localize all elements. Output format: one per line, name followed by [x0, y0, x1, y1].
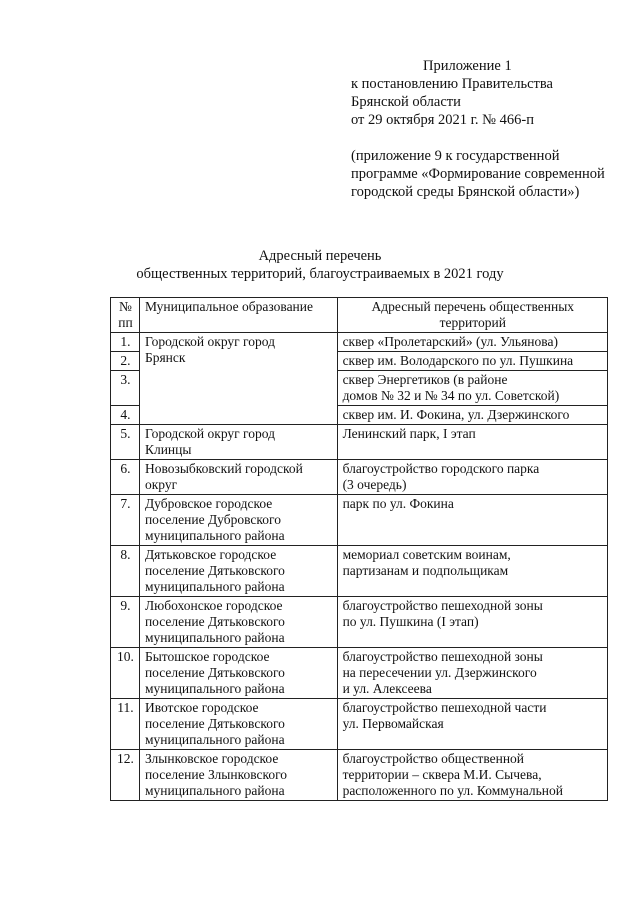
address-line: благоустройство городского парка: [342, 461, 540, 476]
municipality-cell: [139, 699, 337, 750]
address-cell: [337, 699, 607, 750]
address-line: благоустройство общественной: [342, 751, 525, 766]
header-text: территорий: [439, 315, 506, 330]
table-row: [111, 333, 608, 352]
municipality-line: поселение Дятьковского: [144, 716, 285, 731]
table-row: [111, 495, 608, 546]
address-line: расположенного по ул. Коммунальной: [342, 783, 563, 798]
municipality-line: Любохонское городское: [144, 598, 283, 613]
municipality-line: поселение Дятьковского: [144, 614, 285, 629]
municipality-line: муниципального района: [144, 681, 285, 696]
row-number: 10.: [111, 648, 140, 699]
address-cell: [337, 425, 607, 460]
address-line: парк по ул. Фокина: [342, 496, 454, 511]
municipality-line: муниципального района: [144, 630, 285, 645]
table-row: [111, 699, 608, 750]
address-cell: [337, 352, 607, 371]
row-number: 11.: [111, 699, 140, 750]
row-number: 6.: [111, 460, 140, 495]
municipality-line: Новозыбковский городской: [144, 461, 303, 476]
municipality-line: Злынковское городское: [144, 751, 279, 766]
table-row: [111, 460, 608, 495]
municipality-line: Брянск: [144, 350, 186, 365]
address-cell: [337, 750, 607, 801]
address-cell: [337, 495, 607, 546]
table-row: [111, 597, 608, 648]
address-line: сквер им. И. Фокина, ул. Дзержинского: [342, 407, 570, 422]
row-number: 9.: [111, 597, 140, 648]
title-line-1: Адресный перечень: [258, 248, 382, 264]
header-text: Муниципальное образование: [144, 299, 313, 314]
header-line: к постановлению Правительства: [351, 76, 553, 92]
municipality-line: поселение Дубровского: [144, 512, 281, 527]
municipality-line: муниципального района: [144, 528, 285, 543]
row-number: 4.: [111, 406, 140, 425]
address-line: ул. Первомайская: [342, 716, 444, 731]
title-line-2: общественных территорий, благоустраиваемых в 2021 году: [136, 266, 504, 282]
address-cell: [337, 546, 607, 597]
header-line: от 29 октября 2021 г. № 466-п: [351, 112, 534, 128]
appendix-header: [351, 57, 611, 201]
table-row: [111, 546, 608, 597]
municipality-line: муниципального района: [144, 579, 285, 594]
municipality-cell: [139, 460, 337, 495]
address-line: на пересечении ул. Дзержинского: [342, 665, 537, 680]
municipality-cell: [139, 546, 337, 597]
header-line: Брянской области: [351, 94, 461, 110]
row-number: 7.: [111, 495, 140, 546]
address-line: сквер им. Володарского по ул. Пушкина: [342, 353, 574, 368]
municipality-cell: [139, 425, 337, 460]
header-address: [337, 298, 607, 333]
address-line: сквер «Пролетарский» (ул. Ульянова): [342, 334, 558, 349]
address-line: мемориал советским воинам,: [342, 547, 511, 562]
municipality-line: муниципального района: [144, 732, 285, 747]
municipality-line: Городской округ город: [144, 334, 275, 349]
table-header-row: [111, 298, 608, 333]
header-line: (приложение 9 к государственной: [351, 148, 560, 164]
address-line: и ул. Алексеева: [342, 681, 432, 696]
address-cell: [337, 371, 607, 406]
address-cell: [337, 460, 607, 495]
address-line: благоустройство пешеходной зоны: [342, 598, 543, 613]
table-row: [111, 648, 608, 699]
address-line: территории – сквера М.И. Сычева,: [342, 767, 542, 782]
row-number: 2.: [111, 352, 140, 371]
municipality-line: округ: [144, 477, 178, 492]
address-line: по ул. Пушкина (I этап): [342, 614, 479, 629]
row-number: 1.: [111, 333, 140, 352]
header-line: городской среды Брянской области»): [351, 184, 580, 200]
address-cell: [337, 597, 607, 648]
municipality-line: поселение Дятьковского: [144, 563, 285, 578]
table-body: [111, 298, 608, 801]
address-line: сквер Энергетиков (в районе: [342, 372, 508, 387]
municipality-line: муниципального района: [144, 783, 285, 798]
header-line: Приложение 1: [423, 58, 512, 74]
address-line: благоустройство пешеходной зоны: [342, 649, 543, 664]
header-num: [111, 298, 140, 333]
address-line: партизанам и подпольщикам: [342, 563, 509, 578]
address-cell: [337, 406, 607, 425]
municipality-cell: [139, 750, 337, 801]
municipality-line: Городской округ город: [144, 426, 275, 441]
address-cell: [337, 333, 607, 352]
municipality-line: Дубровское городское: [144, 496, 273, 511]
row-number: 8.: [111, 546, 140, 597]
header-text: Адресный перечень общественных: [371, 299, 575, 314]
address-line: Ленинский парк, I этап: [342, 426, 476, 441]
municipality-cell: [139, 648, 337, 699]
header-text: №: [119, 299, 132, 314]
row-number: 3.: [111, 371, 140, 406]
municipality-line: Ивотское городское: [144, 700, 259, 715]
address-line: (3 очередь): [342, 477, 407, 492]
header-municipality: [139, 298, 337, 333]
header-gap: [351, 129, 611, 147]
row-number: 12.: [111, 750, 140, 801]
territories-table: [110, 297, 608, 801]
municipality-cell: [139, 333, 337, 425]
document-title: [0, 247, 640, 283]
address-line: домов № 32 и № 34 по ул. Советской): [342, 388, 560, 403]
header-text: пп: [118, 315, 133, 330]
municipality-line: поселение Злынковского: [144, 767, 288, 782]
address-cell: [337, 648, 607, 699]
table-row: [111, 750, 608, 801]
municipality-cell: [139, 495, 337, 546]
municipality-line: Клинцы: [144, 442, 192, 457]
municipality-cell: [139, 597, 337, 648]
header-line: программе «Формирование современной: [351, 166, 605, 182]
row-number: 5.: [111, 425, 140, 460]
municipality-line: Дятьковское городское: [144, 547, 277, 562]
municipality-line: Бытошское городское: [144, 649, 270, 664]
municipality-line: поселение Дятьковского: [144, 665, 285, 680]
address-line: благоустройство пешеходной части: [342, 700, 547, 715]
table-row: [111, 425, 608, 460]
